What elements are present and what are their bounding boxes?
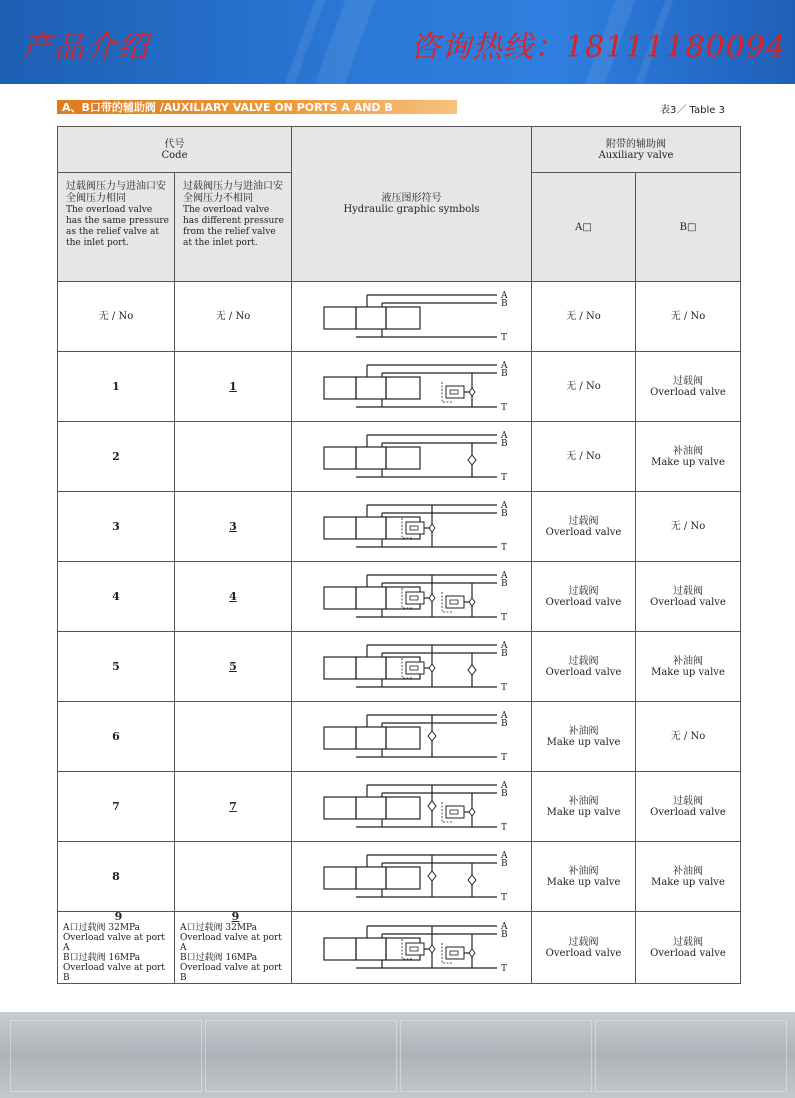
section-title: A、B口带的辅助阀 /AUXILIARY VALVE ON PORTS A AND B bbox=[62, 101, 393, 114]
port-a-cell bbox=[532, 422, 636, 492]
port-label-t: T bbox=[500, 332, 507, 343]
symbol-cell bbox=[292, 702, 532, 772]
port-label-a: A bbox=[500, 570, 507, 581]
code-same: 无 / No bbox=[98, 311, 134, 322]
port-b-en: Overload valve bbox=[650, 806, 726, 818]
note-note-b-cn: B口过载阀 16MPa bbox=[180, 953, 258, 963]
port-b-en: Overload valve bbox=[650, 596, 726, 608]
note-note-a-en: Overload valve at port A bbox=[180, 933, 282, 953]
port-label-b: B bbox=[500, 578, 508, 589]
symbol-cell bbox=[292, 842, 532, 912]
port-a-en: Make up valve bbox=[546, 736, 621, 748]
port-a-cell bbox=[532, 632, 636, 702]
port-a-en: Overload valve bbox=[545, 947, 622, 959]
port-label-t: T bbox=[500, 542, 507, 553]
same-pressure-cell bbox=[58, 912, 175, 984]
footer-band bbox=[0, 1012, 795, 1098]
port-label-t: T bbox=[500, 822, 507, 833]
port-label-b: B bbox=[500, 508, 508, 519]
code-diff: 7 bbox=[229, 799, 237, 813]
hydraulic-symbol-3 bbox=[312, 497, 512, 557]
port-b-cn: 补油阀 bbox=[673, 865, 703, 877]
code-same: 7 bbox=[112, 799, 120, 813]
same-pressure-cell bbox=[58, 282, 175, 352]
diff-pressure-cell bbox=[175, 562, 292, 632]
same-pressure-cell bbox=[58, 632, 175, 702]
port-label-t: T bbox=[500, 892, 507, 903]
port-b-cell bbox=[636, 562, 741, 632]
port-label-t: T bbox=[500, 402, 507, 413]
port-b-cn: 过载阀 bbox=[673, 375, 703, 387]
port-label-t: T bbox=[500, 472, 507, 483]
symbols-header-cn: 液压图形符号 bbox=[381, 193, 442, 204]
port-b-cell bbox=[636, 492, 741, 562]
port-a-cell bbox=[532, 562, 636, 632]
port-a-cn: 无 / No bbox=[566, 451, 601, 462]
port-b-cn: 过载阀 bbox=[673, 936, 703, 948]
table-label: 表3／ Table 3 bbox=[660, 105, 725, 116]
port-a-cn: 无 / No bbox=[566, 381, 601, 392]
diff-pressure-cell bbox=[175, 912, 292, 984]
symbol-cell bbox=[292, 562, 532, 632]
code-same: 5 bbox=[112, 659, 120, 673]
table-row bbox=[58, 772, 741, 842]
same-pressure-cell bbox=[58, 702, 175, 772]
port-b-cn: 过载阀 bbox=[673, 585, 703, 597]
hydraulic-symbol-1 bbox=[312, 357, 512, 417]
code-same: 6 bbox=[112, 729, 120, 743]
port-label-a: A bbox=[500, 430, 507, 441]
diff-pressure-cell bbox=[175, 492, 292, 562]
hydraulic-symbol-7 bbox=[312, 777, 512, 837]
port-label-a: A bbox=[500, 850, 507, 861]
port-label-b: B bbox=[500, 368, 508, 379]
port-a-header: A□ bbox=[532, 173, 636, 282]
port-b-cn: 无 / No bbox=[670, 521, 706, 532]
port-b-cn: 过载阀 bbox=[673, 795, 703, 807]
port-a-en: Overload valve bbox=[545, 526, 622, 538]
symbol-cell bbox=[292, 282, 532, 352]
port-a-en: Overload valve bbox=[545, 596, 622, 608]
table-row bbox=[58, 702, 741, 772]
port-b-cell bbox=[636, 912, 741, 984]
symbol-cell bbox=[292, 492, 532, 562]
code-header bbox=[58, 127, 292, 173]
port-label-t: T bbox=[500, 752, 507, 763]
port-label-a: A bbox=[500, 500, 507, 511]
table-row bbox=[58, 492, 741, 562]
note-note-a-cn: A口过载阀 32MPa bbox=[63, 923, 141, 933]
port-label-b: B bbox=[500, 438, 508, 449]
port-label-t: T bbox=[500, 612, 507, 623]
port-b-en: Make up valve bbox=[651, 456, 725, 468]
same-pressure-cell bbox=[58, 842, 175, 912]
table-row bbox=[58, 562, 741, 632]
port-b-cell bbox=[636, 772, 741, 842]
code-diff: 9 bbox=[231, 910, 240, 923]
port-a-cell bbox=[532, 842, 636, 912]
hydraulic-symbol-5 bbox=[312, 637, 512, 697]
same-pressure-cell bbox=[58, 562, 175, 632]
code-same: 3 bbox=[112, 519, 120, 533]
port-b-en: Make up valve bbox=[651, 876, 725, 888]
code-same: 2 bbox=[112, 449, 120, 463]
hydraulic-symbol-6 bbox=[312, 707, 512, 767]
diff-pressure-cell bbox=[175, 772, 292, 842]
table-row bbox=[58, 912, 741, 984]
hydraulic-symbol-4 bbox=[312, 567, 512, 627]
aux-header-cn: 附带的辅助阀 bbox=[606, 138, 666, 150]
table-row bbox=[58, 352, 741, 422]
aux-header-en: Auxiliary valve bbox=[598, 149, 674, 161]
same-pressure-cell bbox=[58, 492, 175, 562]
diff-pressure-cn: 过载阀压力与进油口安全阀压力不相同 bbox=[183, 181, 283, 204]
port-a-cn: 过载阀 bbox=[568, 936, 599, 948]
port-a-cell bbox=[532, 912, 636, 984]
hydraulic-symbol-8 bbox=[312, 847, 512, 907]
symbol-cell bbox=[292, 352, 532, 422]
note-note-a-en: Overload valve at port A bbox=[63, 933, 165, 953]
port-label-a: A bbox=[500, 360, 507, 371]
diff-pressure-cell bbox=[175, 282, 292, 352]
code-diff: 无 / No bbox=[215, 311, 251, 322]
port-b-cell bbox=[636, 842, 741, 912]
symbols-header-en: Hydraulic graphic symbols bbox=[343, 204, 480, 215]
note-note-b-en: Overload valve at port B bbox=[63, 963, 165, 983]
auxiliary-valve-table bbox=[57, 126, 740, 1000]
banner-title: 产品介绍 bbox=[22, 30, 150, 65]
port-label-a: A bbox=[500, 640, 507, 651]
code-diff: 1 bbox=[229, 379, 237, 393]
port-label-a: A bbox=[500, 780, 507, 791]
code-diff: 3 bbox=[229, 519, 237, 533]
symbol-cell bbox=[292, 772, 532, 842]
diff-pressure-cell bbox=[175, 842, 292, 912]
code-same: 4 bbox=[112, 589, 120, 603]
port-a-cn: 过载阀 bbox=[568, 655, 599, 667]
port-label-b: B bbox=[500, 788, 508, 799]
port-a-en: Make up valve bbox=[546, 806, 621, 818]
port-label-b: B bbox=[500, 648, 508, 659]
port-b-header: B□ bbox=[636, 173, 741, 282]
port-a-cn: 过载阀 bbox=[568, 515, 599, 527]
table-row bbox=[58, 842, 741, 912]
port-b-en: Overload valve bbox=[650, 386, 726, 398]
same-pressure-cell bbox=[58, 422, 175, 492]
code-header-en: Code bbox=[161, 149, 188, 161]
code-diff: 4 bbox=[229, 589, 237, 603]
port-b-cell bbox=[636, 632, 741, 702]
port-a-cell bbox=[532, 282, 636, 352]
port-label-b: B bbox=[500, 929, 508, 940]
diff-pressure-header bbox=[175, 173, 292, 282]
port-label-a: A bbox=[500, 710, 507, 721]
same-pressure-cn: 过载阀压力与进油口安全阀压力相同 bbox=[66, 181, 166, 204]
diff-pressure-en: The overload valve has different pressure from the relief valve at the inlet port. bbox=[183, 205, 284, 248]
port-label-t: T bbox=[500, 963, 507, 974]
port-a-cn: 过载阀 bbox=[568, 585, 599, 597]
diff-pressure-cell bbox=[175, 422, 292, 492]
code-header-cn: 代号 bbox=[164, 138, 185, 150]
port-label-a: A bbox=[500, 290, 507, 301]
diff-pressure-cell bbox=[175, 352, 292, 422]
symbol-cell bbox=[292, 912, 532, 984]
table-row bbox=[58, 632, 741, 702]
symbol-cell bbox=[292, 632, 532, 702]
table-row bbox=[58, 282, 741, 352]
port-label-t: T bbox=[500, 682, 507, 693]
port-b-cell bbox=[636, 422, 741, 492]
port-a-en: Overload valve bbox=[545, 666, 622, 678]
port-a-cn: 补油阀 bbox=[568, 865, 599, 877]
port-b-cn: 无 / No bbox=[670, 731, 706, 742]
port-a-en: Make up valve bbox=[546, 876, 621, 888]
port-b-cn: 补油阀 bbox=[673, 655, 703, 667]
symbols-header bbox=[292, 127, 532, 282]
note-note-a-cn: A口过载阀 32MPa bbox=[180, 923, 258, 933]
hydraulic-symbol-9 bbox=[312, 918, 512, 978]
note-note-b-en: Overload valve at port B bbox=[180, 963, 282, 983]
port-b-cn: 无 / No bbox=[670, 311, 706, 322]
hydraulic-symbol-0 bbox=[312, 287, 512, 347]
diff-pressure-cell bbox=[175, 632, 292, 702]
code-same: 8 bbox=[112, 869, 120, 883]
same-pressure-cell bbox=[58, 352, 175, 422]
port-a-cn: 补油阀 bbox=[568, 725, 599, 737]
note-note-b-cn: B口过载阀 16MPa bbox=[63, 953, 141, 963]
hydraulic-symbol-2 bbox=[312, 427, 512, 487]
same-pressure-header bbox=[58, 173, 175, 282]
aux-header bbox=[532, 127, 741, 173]
code-diff: 5 bbox=[229, 659, 237, 673]
port-a-cn: 无 / No bbox=[566, 311, 601, 322]
hotline-text: 咨询热线：18111180094 bbox=[410, 30, 786, 65]
port-label-b: B bbox=[500, 858, 508, 869]
port-b-cell bbox=[636, 702, 741, 772]
port-a-cell bbox=[532, 702, 636, 772]
port-label-b: B bbox=[500, 718, 508, 729]
same-pressure-cell bbox=[58, 772, 175, 842]
diff-pressure-cell bbox=[175, 702, 292, 772]
port-label-a: A bbox=[500, 921, 507, 932]
port-a-cell bbox=[532, 492, 636, 562]
symbol-cell bbox=[292, 422, 532, 492]
port-b-en: Overload valve bbox=[650, 947, 726, 959]
code-same: 1 bbox=[112, 379, 120, 393]
code-same: 9 bbox=[114, 910, 123, 923]
port-b-cell bbox=[636, 282, 741, 352]
port-label-b: B bbox=[500, 298, 508, 309]
port-a-cell bbox=[532, 352, 636, 422]
table-row bbox=[58, 422, 741, 492]
port-b-cell bbox=[636, 352, 741, 422]
port-b-cn: 补油阀 bbox=[673, 445, 703, 457]
port-a-cn: 补油阀 bbox=[568, 795, 599, 807]
same-pressure-en: The overload valve has the same pressure as the relief valve at the inlet port. bbox=[66, 205, 169, 248]
header-banner bbox=[0, 0, 795, 84]
port-b-en: Make up valve bbox=[651, 666, 725, 678]
port-a-cell bbox=[532, 772, 636, 842]
